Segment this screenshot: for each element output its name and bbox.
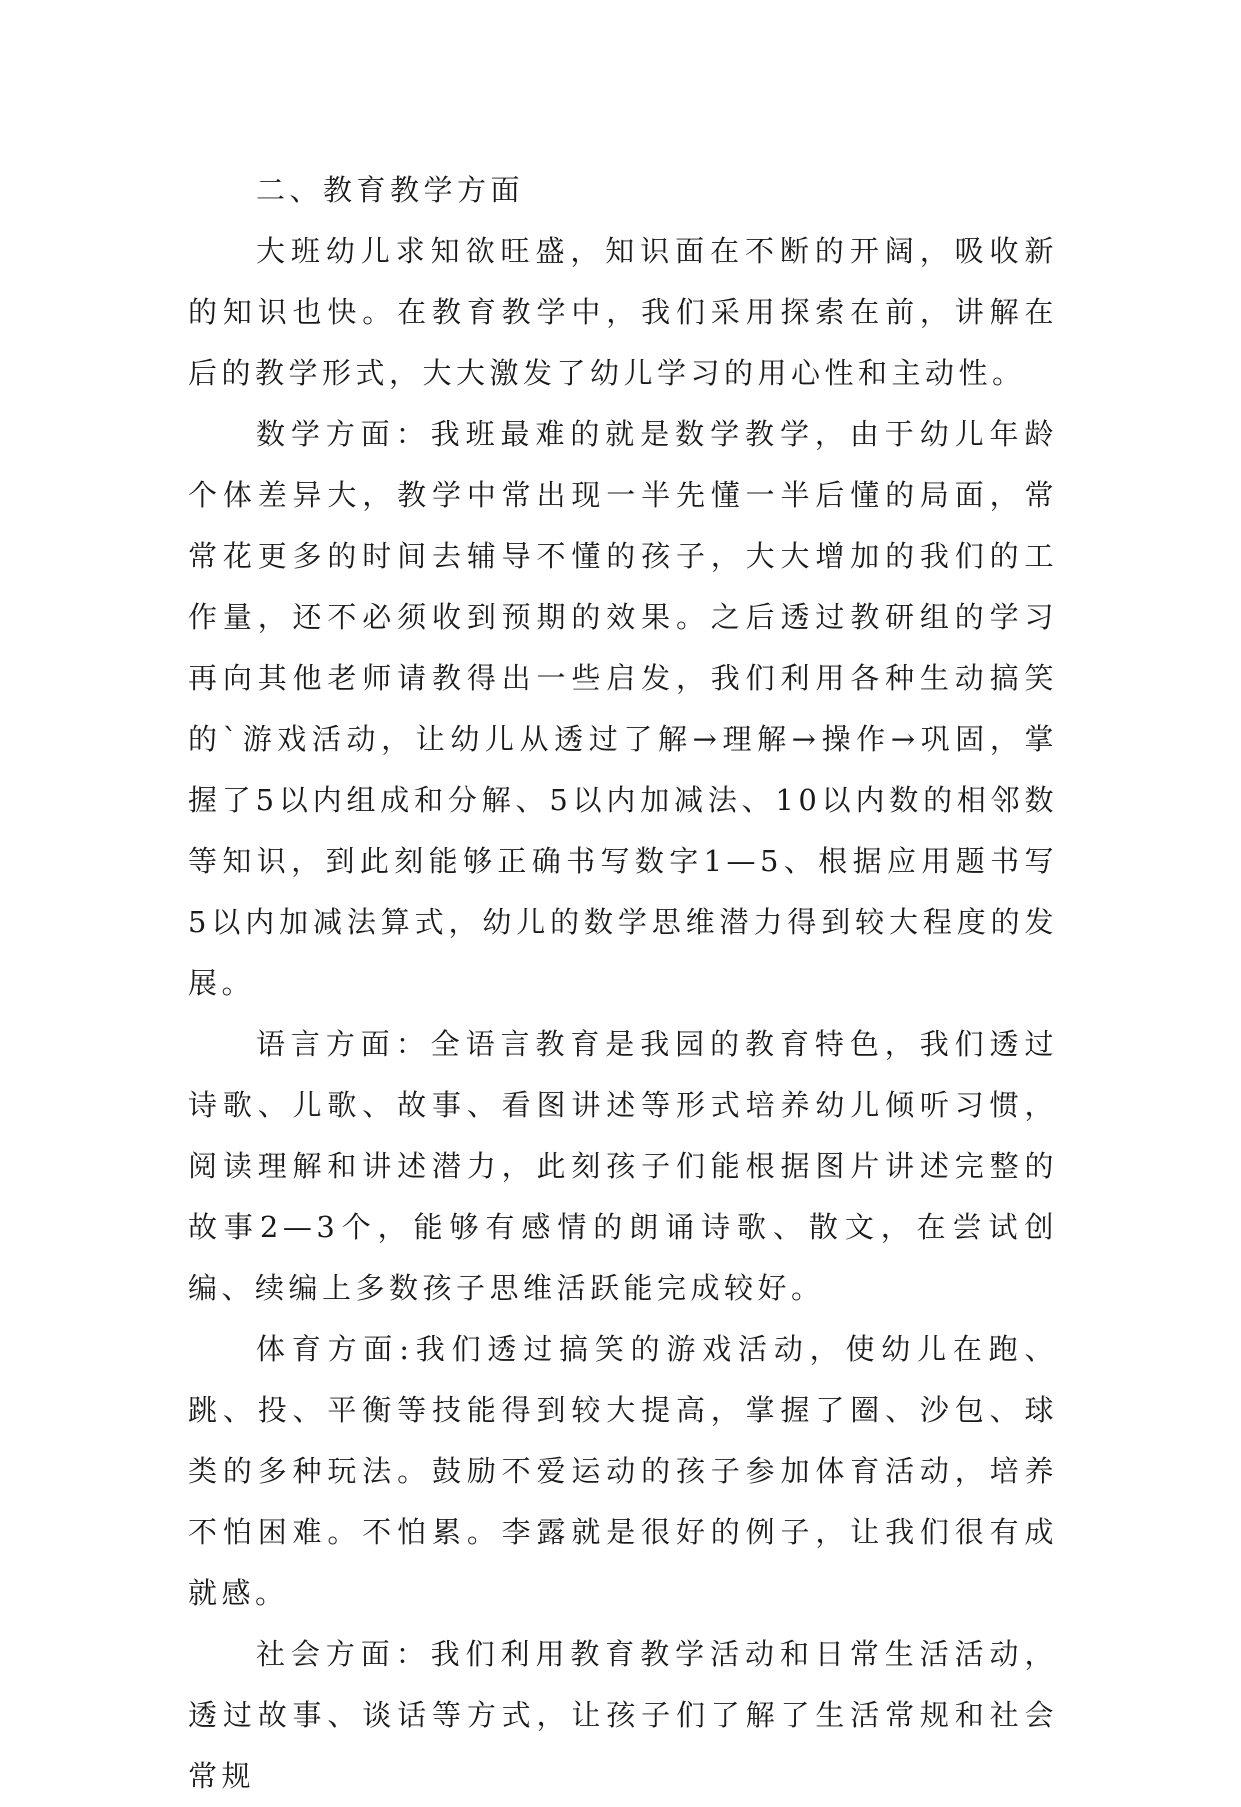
paragraph-social: 社会方面：我们利用教育教学活动和日常生活活动，透过故事、谈话等方式，让孩子们了解了生活常规和社会常规 bbox=[188, 1637, 1058, 1793]
paragraph-language: 语言方面：全语言教育是我园的教育特色，我们透过诗歌、儿歌、故事、看图讲述等形式培养幼儿倾听习惯，阅读理解和讲述潜力，此刻孩子们能根据图片讲述完整的故事2—3个，能够有感情的朗诵诗歌、散文，在尝试创编、续编上多数孩子思维活跃能完成较好。 bbox=[188, 1027, 1058, 1305]
paragraph-sports: 体育方面:我们透过搞笑的游戏活动，使幼儿在跑、跳、投、平衡等技能得到较大提高，掌握了圈、沙包、球类的多种玩法。鼓励不爱运动的孩子参加体育活动，培养不怕困难。不怕累。李露就是很好的例子，让我们很有成就感。 bbox=[188, 1332, 1058, 1610]
document-body bbox=[188, 160, 1058, 1807]
paragraph-intro: 大班幼儿求知欲旺盛，知识面在不断的开阔，吸收新的知识也快。在教育教学中，我们采用探索在前，讲解在后的教学形式，大大激发了幼儿学习的用心性和主动性。 bbox=[188, 234, 1058, 390]
paragraph-math: 数学方面：我班最难的就是数学教学，由于幼儿年龄个体差异大，教学中常出现一半先懂一半后懂的局面，常常花更多的时间去辅导不懂的孩子，大大增加的我们的工作量，还不必须收到预期的效果。之后透过教研组的学习再向其他老师请教得出一些启发，我们利用各种生动搞笑的`游戏活动，让幼儿从透过了解→理解→操作→巩固，掌握了5以内组成和分解、5以内加减法、10以内数的相邻数等知识，到此刻能够正确书写数字1—5、根据应用题书写5以内加减法算式，幼儿的数学思维潜力得到较大程度的发展。 bbox=[188, 417, 1058, 1000]
section-heading: 二、教育教学方面 bbox=[256, 173, 525, 207]
